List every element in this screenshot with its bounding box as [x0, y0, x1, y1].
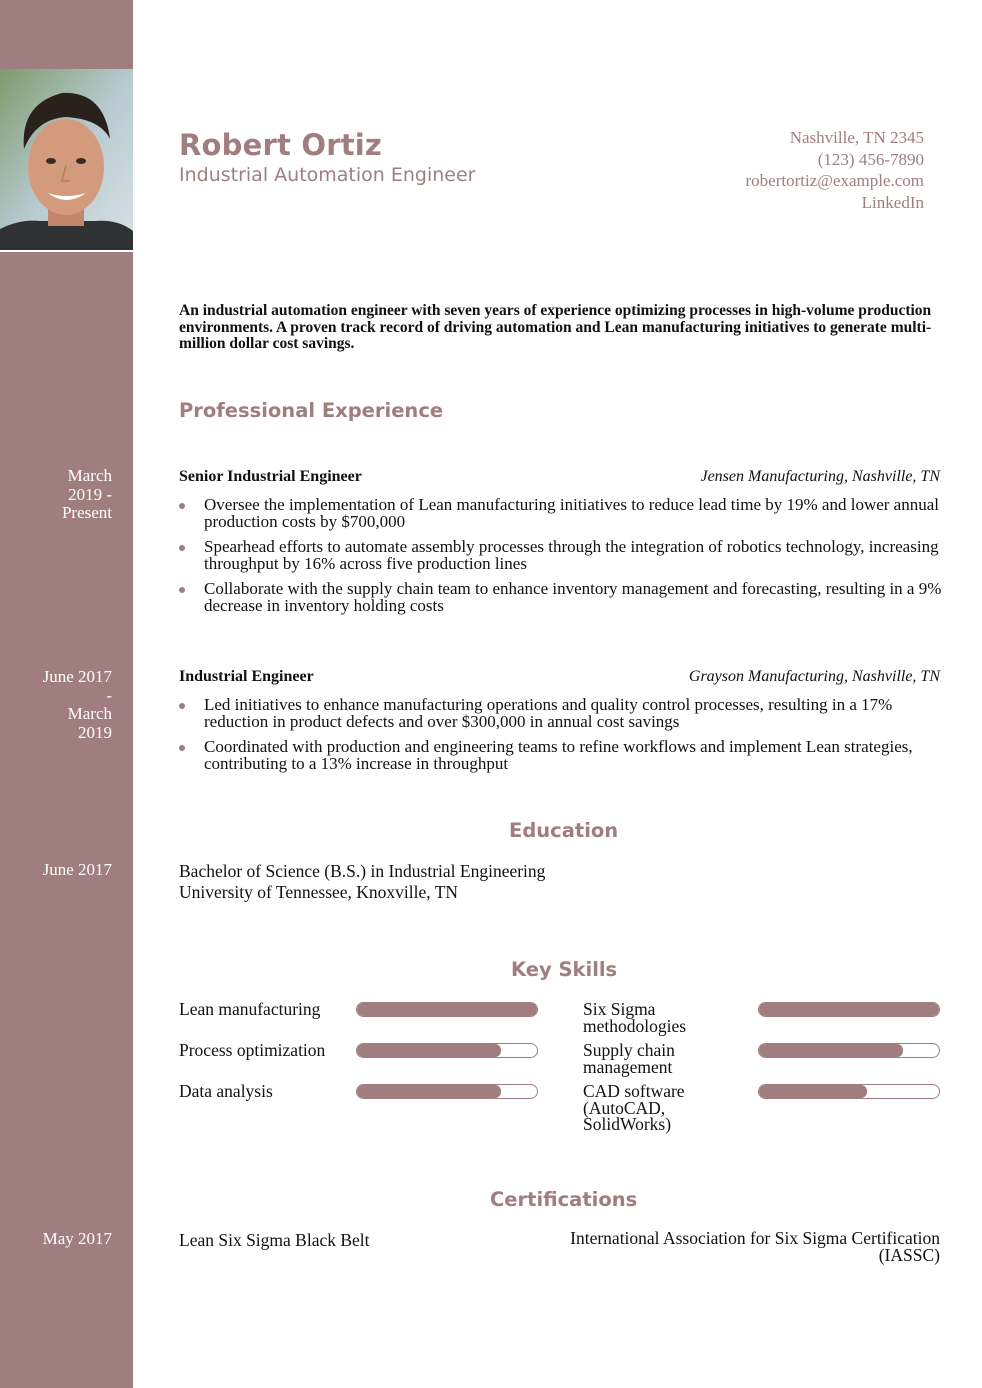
section-title-experience: Professional Experience	[179, 399, 444, 422]
skill-label: Supply chain management	[583, 1040, 675, 1077]
job-company: Jensen Manufacturing, Nashville, TN	[700, 468, 940, 485]
certification-date: May 2017	[42, 1229, 112, 1248]
skill-label: CAD software (AutoCAD, SolidWorks)	[583, 1081, 685, 1134]
skill-fill	[357, 1085, 501, 1098]
certification-organization: International Association for Six Sigma Certification (IASSC)	[570, 1228, 940, 1265]
section-title-education: Education	[509, 819, 619, 842]
job-date: March 2019 - Present	[61, 466, 112, 522]
list-item: Spearhead efforts to automate assembly processes through the integration of robotics technology, increasing throughput by 16% across five production lines	[179, 539, 944, 572]
section-title-skills: Key Skills	[511, 958, 618, 981]
avatar	[0, 69, 133, 252]
skill-fill	[759, 1003, 939, 1016]
job-role: Senior Industrial Engineer	[179, 468, 362, 485]
job-role: Industrial Engineer	[179, 668, 314, 685]
contact-block	[746, 127, 925, 213]
job-company: Grayson Manufacturing, Nashville, TN	[688, 668, 940, 685]
contact-linkedin[interactable]: LinkedIn	[861, 192, 924, 212]
job-title: Industrial Automation Engineer	[179, 164, 476, 186]
list-item: Coordinated with production and engineering teams to refine workflows and implement Lean strategies, contributing to a 13% increase in throughput	[179, 739, 944, 772]
education-degree: Bachelor of Science (B.S.) in Industrial Engineering	[179, 861, 546, 881]
contact-email[interactable]: robertortiz@example.com	[745, 171, 924, 190]
bullet-icon	[179, 703, 185, 709]
skill-bar	[758, 1002, 940, 1017]
section-title-certifications: Certifications	[490, 1188, 638, 1211]
contact-address: Nashville, TN 2345	[789, 128, 924, 147]
profile-photo	[0, 69, 133, 252]
list-item: Led initiatives to enhance manufacturing operations and quality control processes, resulting in a 17% reduction in product defects and over $300,000 in annual cost savings	[179, 697, 944, 730]
skill-bar	[758, 1043, 940, 1058]
skill-bar	[356, 1002, 538, 1017]
skill-label: Data analysis	[179, 1081, 273, 1101]
job-bullets	[179, 697, 944, 781]
job-bullets	[179, 497, 944, 623]
education-school: University of Tennessee, Knoxville, TN	[179, 882, 459, 902]
bullet-icon	[179, 503, 185, 509]
skill-fill	[759, 1085, 867, 1098]
list-item: Collaborate with the supply chain team to enhance inventory management and forecasting, resulting in a 9% decrease in inventory holding costs	[179, 581, 944, 614]
list-item: Oversee the implementation of Lean manufacturing initiatives to reduce lead time by 19% and lower annual production costs by $700,000	[179, 497, 944, 530]
summary: An industrial automation engineer with seven years of experience optimizing processes in high-volume production environments. A proven track record of driving automation and Lean manufacturing initiatives to generate multi-million dollar cost savings.	[179, 302, 932, 352]
skill-fill	[759, 1044, 903, 1057]
skill-bar	[758, 1084, 940, 1099]
skill-label: Six Sigma methodologies	[583, 999, 687, 1036]
job-date: June 2017 - March 2019	[42, 667, 112, 742]
bullet-icon	[179, 745, 185, 751]
candidate-name: Robert Ortiz	[179, 128, 382, 162]
skill-label: Lean manufacturing	[179, 999, 321, 1019]
contact-phone[interactable]: (123) 456-7890	[817, 149, 924, 169]
skill-fill	[357, 1044, 501, 1057]
skill-label: Process optimization	[179, 1040, 326, 1060]
skill-fill	[357, 1003, 537, 1016]
education-entry	[179, 861, 545, 903]
skill-bar	[356, 1043, 538, 1058]
bullet-icon	[179, 545, 185, 551]
bullet-icon	[179, 587, 185, 593]
skill-bar	[356, 1084, 538, 1099]
certification-name: Lean Six Sigma Black Belt	[179, 1230, 370, 1250]
education-date: June 2017	[42, 860, 112, 879]
